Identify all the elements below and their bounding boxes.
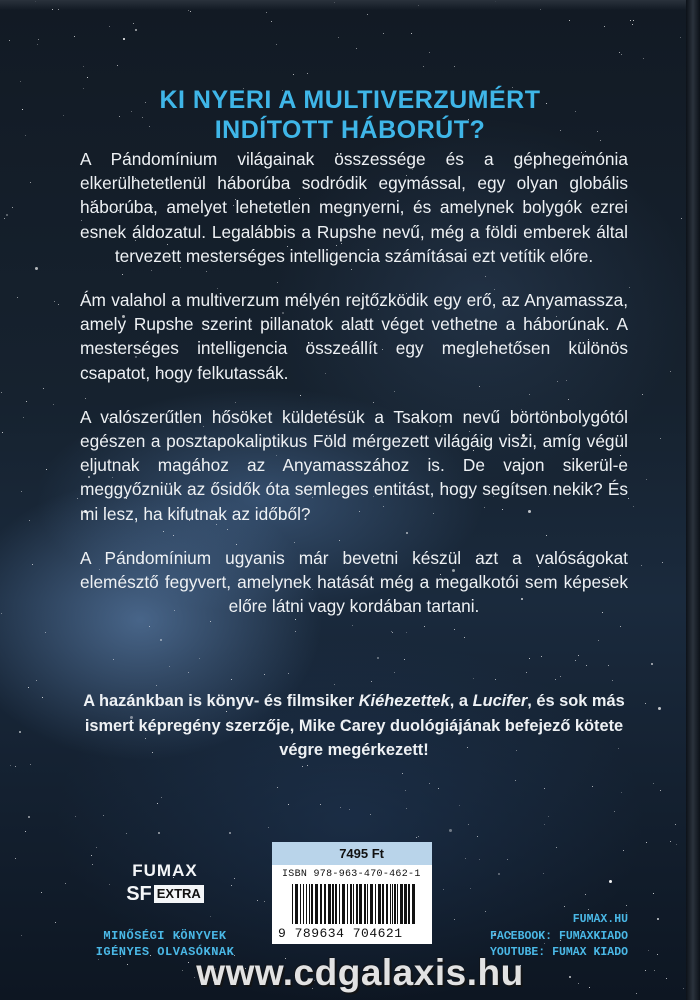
star xyxy=(257,900,258,901)
barcode-bar xyxy=(347,884,348,924)
star xyxy=(646,842,647,843)
star xyxy=(429,783,430,784)
star xyxy=(288,804,289,805)
barcode-bar xyxy=(335,884,337,924)
logo-extra-badge: EXTRA xyxy=(154,885,204,903)
star xyxy=(544,824,545,825)
barcode-bar xyxy=(370,884,373,924)
star xyxy=(443,889,444,890)
star xyxy=(92,864,93,865)
star xyxy=(470,888,471,889)
barcode-bar xyxy=(306,884,307,924)
star xyxy=(459,805,460,806)
star xyxy=(623,850,624,851)
star xyxy=(438,788,439,789)
star xyxy=(42,697,43,698)
star xyxy=(28,687,29,688)
star xyxy=(402,773,403,774)
star xyxy=(133,23,134,24)
star xyxy=(55,922,56,923)
star xyxy=(429,52,430,53)
star xyxy=(598,640,599,641)
star xyxy=(15,858,16,859)
barcode-bar xyxy=(356,884,358,924)
star xyxy=(15,766,16,767)
star xyxy=(681,218,682,219)
star xyxy=(37,44,38,45)
star xyxy=(268,827,269,828)
star xyxy=(158,832,160,834)
barcode-bar xyxy=(311,884,313,924)
star xyxy=(645,703,646,704)
star xyxy=(157,803,158,804)
barcode-digits: 9 789634 704621 xyxy=(278,926,403,941)
star xyxy=(641,565,642,566)
star xyxy=(109,884,110,885)
star xyxy=(103,815,104,816)
star xyxy=(454,66,455,67)
star xyxy=(633,506,634,507)
star xyxy=(77,498,78,499)
star xyxy=(126,833,127,834)
star xyxy=(666,978,667,979)
site-watermark: www.cdgalaxis.hu xyxy=(196,952,524,993)
star xyxy=(1,392,2,393)
star xyxy=(612,680,613,681)
star xyxy=(608,665,609,666)
star xyxy=(683,988,684,989)
barcode-bar xyxy=(378,884,381,924)
star xyxy=(83,88,84,89)
logo-fumax-text: FUMAX xyxy=(132,861,198,880)
barcode-bar xyxy=(350,884,352,924)
promo-text-3: , és sok más ismert képregény szerzője, Mike Carey duológiájának befejező kötete végre megérkezett! xyxy=(84,692,625,759)
star xyxy=(633,20,634,21)
star xyxy=(676,844,677,845)
book-spine-edge xyxy=(686,0,700,1000)
headline-line-2: INDÍTOTT HÁBORÚT? xyxy=(214,116,486,144)
barcode-bar xyxy=(400,884,403,924)
star xyxy=(6,214,8,216)
headline-line-1: KI NYERI A MULTIVERZUMÉRT xyxy=(159,86,541,114)
star xyxy=(654,970,655,971)
star xyxy=(288,673,289,674)
barcode-bar xyxy=(320,884,322,924)
star xyxy=(628,498,629,499)
star xyxy=(87,77,88,78)
star xyxy=(371,681,372,682)
star xyxy=(621,54,622,55)
star xyxy=(495,679,496,680)
star xyxy=(58,304,59,305)
barcode-bar xyxy=(324,884,326,924)
star xyxy=(529,658,530,659)
star xyxy=(9,40,10,41)
star xyxy=(404,659,405,660)
star xyxy=(63,115,64,116)
headline xyxy=(90,85,610,145)
barcode-bar xyxy=(359,884,362,924)
star xyxy=(479,859,480,860)
star xyxy=(423,66,424,67)
star xyxy=(38,39,39,40)
star xyxy=(28,816,30,818)
star xyxy=(83,66,84,67)
star xyxy=(30,764,31,765)
barcode-bar xyxy=(367,884,368,924)
star xyxy=(555,679,556,680)
star xyxy=(74,36,75,37)
star xyxy=(340,807,341,808)
barcode-bar xyxy=(309,884,310,924)
star xyxy=(680,37,681,38)
star xyxy=(109,26,110,27)
star xyxy=(53,404,54,405)
star xyxy=(560,676,561,677)
star xyxy=(575,660,576,661)
barcode-bar xyxy=(394,884,396,924)
star xyxy=(646,479,647,480)
star xyxy=(405,790,406,791)
barcode-bar xyxy=(412,884,415,924)
star xyxy=(643,58,644,59)
star xyxy=(660,438,661,439)
star xyxy=(229,832,231,834)
barcode-bar xyxy=(295,884,298,924)
barcode-bar xyxy=(339,884,340,924)
star xyxy=(54,301,55,302)
fumax-sf-extra-logo xyxy=(122,862,208,922)
cover-top-edge xyxy=(0,0,700,10)
star xyxy=(578,655,579,656)
barcode-bar xyxy=(300,884,301,924)
promo-title-kiehezettek: Kiéhezettek xyxy=(358,692,450,710)
star xyxy=(96,847,97,848)
star xyxy=(621,792,622,793)
star xyxy=(276,44,277,45)
barcode-bar xyxy=(390,884,391,924)
star xyxy=(45,632,46,633)
barcode-bar xyxy=(353,884,354,924)
star xyxy=(349,809,350,810)
star xyxy=(22,109,23,110)
star xyxy=(660,790,661,791)
star xyxy=(30,182,31,183)
star xyxy=(592,786,593,787)
star xyxy=(46,469,47,470)
star xyxy=(264,674,265,675)
star xyxy=(548,816,549,817)
barcode-bar xyxy=(315,884,318,924)
star xyxy=(2,432,3,433)
star xyxy=(338,37,339,38)
blurb xyxy=(80,147,628,638)
star xyxy=(17,297,18,298)
star xyxy=(473,678,474,679)
star xyxy=(658,707,661,710)
star xyxy=(569,20,570,21)
star xyxy=(20,81,21,82)
barcode-bar xyxy=(332,884,334,924)
star xyxy=(626,905,627,906)
price-tag: 7495 Ft xyxy=(272,842,432,865)
star xyxy=(630,20,631,21)
star xyxy=(231,679,232,680)
star xyxy=(25,135,26,136)
star xyxy=(65,883,66,884)
logo-sf-text: SF xyxy=(126,883,152,905)
facebook-link[interactable]: FACEBOOK: FUMAXKIADO xyxy=(489,929,628,943)
barcode-icon xyxy=(290,884,420,924)
logo-row xyxy=(122,883,208,905)
star xyxy=(394,672,395,673)
barcode-bar xyxy=(328,884,331,924)
star xyxy=(356,48,357,49)
barcode-bar xyxy=(392,884,393,924)
star xyxy=(156,685,157,686)
star xyxy=(585,894,586,895)
barcode-bar xyxy=(404,884,407,924)
star xyxy=(653,893,654,894)
star xyxy=(586,665,587,666)
star xyxy=(169,666,170,667)
star xyxy=(653,783,654,784)
star xyxy=(4,218,5,219)
star xyxy=(632,24,633,25)
star xyxy=(160,639,162,641)
barcode-bar xyxy=(397,884,398,924)
star xyxy=(543,873,544,874)
star xyxy=(161,797,162,798)
star xyxy=(468,824,469,825)
star xyxy=(675,824,676,825)
star xyxy=(334,684,335,685)
author-promo xyxy=(80,689,628,763)
star xyxy=(43,388,44,389)
star xyxy=(418,836,419,837)
star xyxy=(10,765,11,766)
barcode-bar xyxy=(342,884,345,924)
star xyxy=(293,74,294,75)
star xyxy=(21,491,22,492)
star xyxy=(498,873,500,875)
star xyxy=(609,880,612,883)
star xyxy=(32,564,33,565)
star xyxy=(75,816,76,817)
star xyxy=(657,954,658,955)
star xyxy=(302,766,303,767)
star xyxy=(614,811,615,812)
star xyxy=(29,520,30,521)
star xyxy=(642,394,643,395)
star xyxy=(406,808,407,809)
star xyxy=(188,10,189,11)
barcode-bar xyxy=(364,884,366,924)
barcode-bar xyxy=(382,884,384,924)
star xyxy=(377,657,379,659)
star xyxy=(123,38,125,40)
star xyxy=(370,814,371,815)
star xyxy=(670,841,671,842)
star xyxy=(36,680,37,681)
star xyxy=(320,804,321,805)
barcode-bar xyxy=(292,884,293,924)
star xyxy=(629,287,630,288)
star xyxy=(541,656,542,657)
star xyxy=(477,836,478,837)
star xyxy=(564,906,565,907)
star xyxy=(234,878,235,879)
barcode-bar xyxy=(375,884,376,924)
star xyxy=(307,73,308,74)
star xyxy=(515,780,516,781)
star xyxy=(465,858,466,859)
star xyxy=(264,901,265,902)
promo-title-lucifer: Lucifer xyxy=(472,692,528,710)
star xyxy=(507,859,508,860)
star xyxy=(1,613,2,614)
tagline-line-1: MINŐSÉGI KÖNYVEK xyxy=(103,929,227,943)
barcode-bar xyxy=(386,884,388,924)
star xyxy=(19,731,21,733)
barcode-bar xyxy=(408,884,410,924)
star xyxy=(210,916,211,917)
blurb-paragraph-4: A Pándomínium ugyanis már bevetni készül azt a valóságokat elemésztő fegyvert, amelynek hatását még a megalkotói sem képesek előre látni vagy kordában tartani. xyxy=(80,547,628,617)
star xyxy=(411,33,412,34)
star xyxy=(588,909,589,910)
star xyxy=(657,918,659,920)
isbn-text: ISBN 978-963-470-462-1 xyxy=(282,869,421,880)
star xyxy=(135,29,137,31)
star xyxy=(662,562,663,563)
barcode-bar xyxy=(303,884,304,924)
star xyxy=(544,788,545,789)
star xyxy=(271,21,272,22)
star xyxy=(23,417,24,418)
blurb-paragraph-1: A Pándomínium világainak összessége és a géphegemónia elkerülhetetlenül háborúba sodródik egymással, egy olyan globális háborúba, amelyet lehetetlen megnyerni, és amelynek bolygók ezrei esnek áldozatul. Legalábbis a Rupshe nevű, még a földi emberek által tervezett mesterséges intelligencia számításai ezt vetítik előre. xyxy=(80,149,628,266)
promo-text-1: A hazánkban is könyv- és filmsiker xyxy=(83,692,359,710)
star xyxy=(526,672,527,673)
star xyxy=(190,11,191,12)
star xyxy=(117,65,118,66)
star xyxy=(367,14,368,15)
promo-text-2: , a xyxy=(449,692,473,710)
star xyxy=(91,855,92,856)
website-link[interactable]: FUMAX.HU xyxy=(572,913,628,926)
star xyxy=(651,663,653,665)
star xyxy=(199,658,200,659)
star xyxy=(26,401,27,402)
star xyxy=(266,12,267,13)
blurb-paragraph-3: A valószerűtlen hősöket küldetésük a Tsakom nevű börtönbolygótól egészen a posztapokaliptikus Föld mérgezett világáig viszi, amíg végül eljutnak magához az Anyamasszához is. De vajon sikerül-e meggyőzniük az ősidők óta semleges entitást, hogy segítsen nekik? És mi lesz, ha kifutnak az időből? xyxy=(80,406,628,524)
star xyxy=(25,831,26,832)
star xyxy=(670,371,671,372)
star xyxy=(231,885,232,886)
blurb-paragraph-2: Ám valahol a multiverzum mélyén rejtőzködik egy erő, az Anyamassza, amely Rupshe szerint pillanatok alatt véget vethetne a háborúnak. A mesterséges intelligencia összeállít egy meglehetősen különös csapatot, hogy felkutassák. xyxy=(80,290,628,383)
star xyxy=(648,950,649,951)
star xyxy=(619,52,620,53)
star xyxy=(21,935,22,936)
star xyxy=(307,765,308,766)
star xyxy=(12,207,13,208)
price-barcode-label xyxy=(272,842,432,944)
star xyxy=(449,829,452,832)
star xyxy=(277,787,278,788)
star xyxy=(41,892,42,893)
tagline-line-2: IGÉNYES OLVASÓKNAK xyxy=(95,945,235,959)
star xyxy=(35,267,38,270)
star xyxy=(416,837,417,838)
youtube-link[interactable]: YOUTUBE: FUMAX KIADO xyxy=(489,946,628,959)
star xyxy=(604,26,605,27)
star xyxy=(188,672,189,673)
star xyxy=(383,33,384,34)
star xyxy=(645,970,646,971)
star xyxy=(113,659,114,660)
star xyxy=(556,847,557,848)
